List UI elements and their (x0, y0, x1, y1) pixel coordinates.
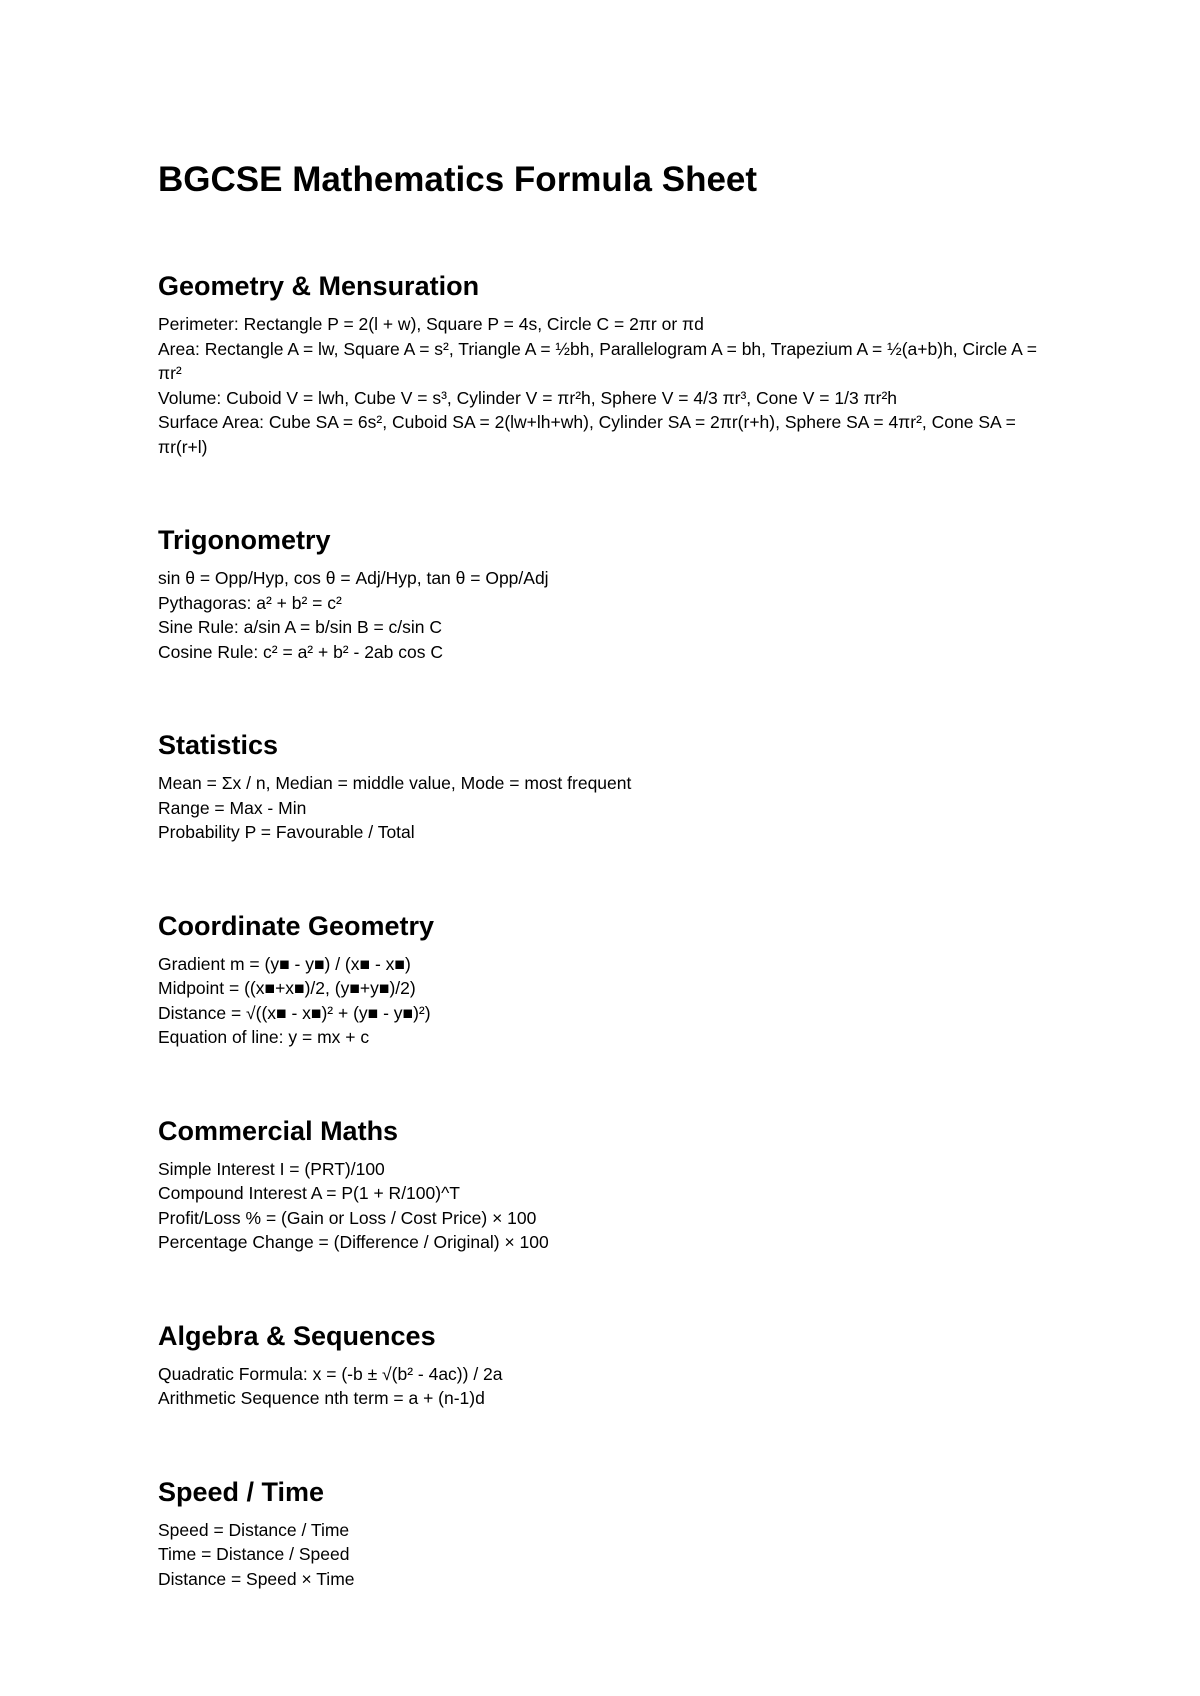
formula-line-pythagoras: Pythagoras: a² + b² = c² (158, 592, 342, 613)
formula-line-simple-interest: Simple Interest I = (PRT)/100 (158, 1158, 385, 1179)
section-statistics (158, 727, 1058, 845)
formula-line-speed: Speed = Distance / Time (158, 1519, 350, 1540)
formula-line-area: Area: Rectangle A = lw, Square A = s², Triangle A = ½bh, Parallelogram A = bh, Trapezium A = ½(a+b)h, Circle A = πr² (158, 338, 1037, 383)
formula-line-probability: Probability P = Favourable / Total (158, 822, 415, 842)
formula-line-gradient: Gradient m = (y■ - y■) / (x■ - x■) (158, 953, 411, 974)
formula-line-equation-of-line: Equation of line: y = mx + c (158, 1027, 370, 1047)
section-heading: Trigonometry (158, 525, 331, 555)
section-heading: Geometry & Mensuration (158, 271, 480, 301)
formula-line-time: Time = Distance / Speed (158, 1544, 350, 1564)
formula-line-midpoint: Midpoint = ((x■+x■)/2, (y■+y■)/2) (158, 978, 416, 998)
formula-list (158, 312, 1058, 459)
formula-list (158, 771, 1058, 845)
formula-list (158, 1157, 1058, 1255)
formula-line-profit-loss: Profit/Loss % = (Gain or Loss / Cost Price) × 100 (158, 1207, 537, 1228)
page-title: BGCSE Mathematics Formula Sheet (158, 160, 758, 199)
formula-sheet-page (158, 156, 1058, 1654)
section-heading: Speed / Time (158, 1476, 325, 1507)
formula-line-distance: Distance = √((x■ - x■)² + (y■ - y■)²) (158, 1002, 431, 1023)
formula-line-distance-speed: Distance = Speed × Time (158, 1568, 355, 1589)
section-commercial-maths (158, 1113, 1058, 1255)
formula-line-volume: Volume: Cuboid V = lwh, Cube V = s³, Cylinder V = πr²h, Sphere V = 4/3 πr³, Cone V = 1/3 πr²h (158, 387, 897, 408)
formula-list (158, 1362, 1058, 1411)
section-heading: Commercial Maths (158, 1115, 399, 1146)
formula-line-cosine-rule: Cosine Rule: c² = a² + b² - 2ab cos C (158, 641, 443, 662)
formula-list (158, 952, 1058, 1050)
formula-line-sine-rule: Sine Rule: a/sin A = b/sin B = c/sin C (158, 617, 443, 637)
formula-line-arithmetic-sequence: Arithmetic Sequence nth term = a + (n-1)d (158, 1388, 485, 1408)
formula-line-surface-area: Surface Area: Cube SA = 6s², Cuboid SA = 2(lw+lh+wh), Cylinder SA = 2πr(r+h), Sphere SA = 4πr², Cone SA = πr(r+l) (158, 412, 1016, 457)
section-trigonometry (158, 522, 1058, 664)
section-coordinate-geometry (158, 908, 1058, 1050)
formula-line-perimeter: Perimeter: Rectangle P = 2(l + w), Square P = 4s, Circle C = 2πr or πd (158, 314, 704, 334)
formula-line-compound-interest: Compound Interest A = P(1 + R/100)^T (158, 1183, 460, 1203)
section-heading: Coordinate Geometry (158, 910, 435, 941)
formula-line-averages: Mean = Σx / n, Median = middle value, Mode = most frequent (158, 773, 632, 793)
formula-list (158, 1518, 1058, 1592)
formula-line-range: Range = Max - Min (158, 797, 307, 818)
section-algebra-sequences (158, 1318, 1058, 1411)
section-heading: Statistics (158, 730, 279, 760)
section-speed-time (158, 1474, 1058, 1592)
formula-line-percentage-change: Percentage Change = (Difference / Original) × 100 (158, 1232, 549, 1252)
section-heading: Algebra & Sequences (158, 1320, 436, 1351)
formula-list (158, 566, 1058, 664)
section-geometry-mensuration (158, 268, 1058, 459)
formula-line-trig-ratios: sin θ = Opp/Hyp, cos θ = Adj/Hyp, tan θ = Opp/Adj (158, 568, 549, 588)
formula-line-quadratic-formula: Quadratic Formula: x = (-b ± √(b² - 4ac)) / 2a (158, 1363, 503, 1384)
